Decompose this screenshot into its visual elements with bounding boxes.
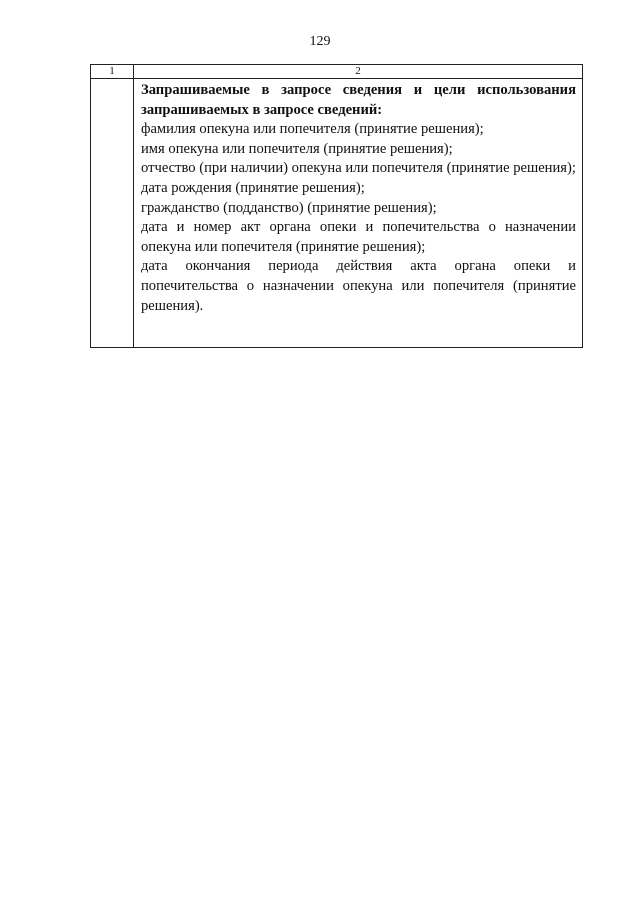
table-header-row	[91, 65, 582, 79]
list-item: дата окончания периода действия акта органа опеки и попечительства о назначении опекуна или попечителя (принятие решения).	[141, 258, 576, 314]
document-table	[90, 64, 583, 348]
column-number-1: 1	[109, 65, 115, 77]
page-number: 129	[309, 34, 331, 49]
list-item: гражданство (подданство) (принятие решения);	[141, 199, 437, 216]
list-item: отчество (при наличии) опекуна или попечителя (принятие решения);	[141, 160, 576, 177]
list-item: фамилия опекуна или попечителя (принятие решения);	[141, 121, 484, 138]
table-content-cell	[141, 81, 576, 316]
column-number-2: 2	[355, 65, 361, 77]
column-divider	[133, 65, 134, 347]
section-heading: Запрашиваемые в запросе сведения и цели использования запрашиваемых в запросе сведений:	[141, 82, 576, 118]
list-item: дата и номер акт органа опеки и попечительства о назначении опекуна или попечителя (принятие решения);	[141, 219, 576, 255]
list-item: дата рождения (принятие решения);	[141, 179, 365, 196]
list-item: имя опекуна или попечителя (принятие решения);	[141, 140, 453, 157]
